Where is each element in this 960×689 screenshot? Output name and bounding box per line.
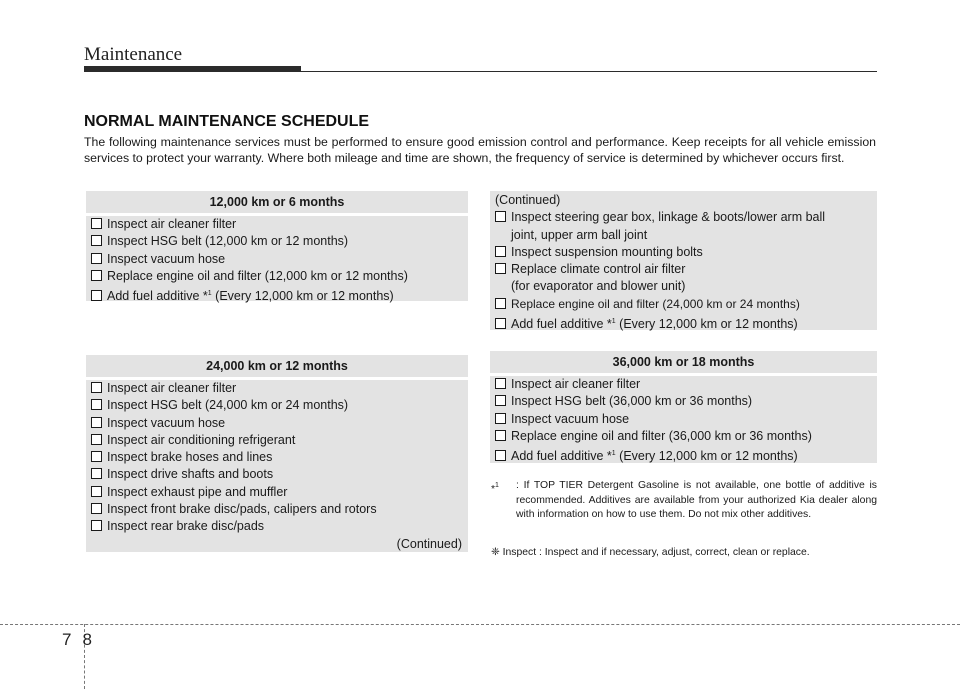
list-item-fuel-additive [91,285,462,305]
checkbox-icon [91,218,102,229]
section-title: NORMAL MAINTENANCE SCHEDULE [84,113,370,130]
item-text: (Every 12,000 km or 12 months) [619,317,798,332]
checkbox-icon [91,486,102,497]
checkbox-icon [495,450,506,461]
item-text: Inspect vacuum hose [107,415,226,430]
item-text: Inspect HSG belt (24,000 km or 24 months) [107,398,349,413]
schedule-box-36000km [490,351,877,463]
item-text: Inspect vacuum hose [511,411,630,426]
item-text: Add fuel additive * [511,449,612,464]
item-text: Add fuel additive * [107,289,208,304]
list-item [91,449,462,466]
header-rule [301,71,877,72]
header-bar [84,66,301,72]
footnote-ref: 1 [611,450,616,458]
box-items [490,191,877,337]
item-text: Replace engine oil and filter (36,000 km or 36 months) [511,428,812,443]
checkbox-icon [91,253,102,264]
item-text: Inspect air conditioning refrigerant [107,432,296,447]
list-item [91,251,462,268]
item-text: Inspect rear brake disc/pads [107,519,265,534]
item-text: Inspect vacuum hose [107,251,226,266]
item-text: Replace climate control air filter [511,262,686,277]
list-item-fuel-additive [495,445,871,465]
checkbox-icon [91,382,102,393]
list-item [495,376,871,393]
checkbox-icon [495,246,506,257]
inspect-definition-note: ❈ Inspect : Inspect and if necessary, adjust, correct, clean or replace. [491,547,810,558]
box-items [490,376,877,469]
list-item [495,393,871,410]
footnote-number: 1 [495,482,499,489]
footnote-ref: 1 [611,318,616,326]
item-text: Inspect HSG belt (12,000 km or 12 months) [107,234,349,249]
box-heading: 12,000 km or 6 months [209,195,345,209]
footnote-star: * [491,484,496,495]
item-text: Inspect brake hoses and lines [107,450,273,465]
checkbox-icon [91,503,102,514]
item-text: Add fuel additive * [511,317,612,332]
box-items [86,216,468,309]
item-text: Inspect exhaust pipe and muffler [107,484,288,499]
item-text: (Every 12,000 km or 12 months) [215,289,394,304]
checkbox-icon [495,298,506,309]
continued-label: (Continued) [495,193,561,207]
schedule-box-24000km-continued [490,191,877,330]
checkbox-icon [91,290,102,301]
box-items [86,380,468,557]
footer-rule [0,624,960,625]
checkbox-icon [495,263,506,274]
footnote-ref: 1 [207,290,212,298]
checkbox-icon [495,413,506,424]
continued-label: (Continued) [396,536,462,551]
list-item [91,216,462,233]
item-text: Replace engine oil and filter (12,000 km or 12 months) [107,268,408,283]
list-item [91,501,462,518]
list-item [495,244,871,261]
item-text: Inspect drive shafts and boots [107,467,274,482]
item-text: Inspect front brake disc/pads, calipers and rotors [107,502,377,517]
list-item [91,268,462,285]
list-item [91,484,462,501]
box-heading: 36,000 km or 18 months [612,355,755,369]
schedule-box-12000km [86,191,468,304]
checkbox-icon [91,434,102,445]
checkbox-icon [495,211,506,222]
checkbox-icon [91,399,102,410]
checkbox-icon [91,451,102,462]
item-text: Inspect HSG belt (36,000 km or 36 months) [511,394,753,409]
item-text: (Every 12,000 km or 12 months) [619,449,798,464]
list-item-continuation: (for evaporator and blower unit) [511,279,686,294]
checkbox-icon [495,318,506,329]
item-text: Inspect air cleaner filter [511,377,641,391]
box-heading: 24,000 km or 12 months [206,359,348,373]
checkbox-icon [91,235,102,246]
footnote-marker [491,479,499,498]
list-item-fuel-additive [495,313,871,333]
intro-paragraph: The following maintenance services must be performed to ensure good emission control and performance. Keep receipts for all vehicle emission services to protect your warranty. Where both mileage and time are shown, the frequency of service is determined by whichever occurs first. [84,135,876,165]
item-text: Inspect suspension mounting bolts [511,244,703,259]
checkbox-icon [91,520,102,531]
list-item-continuation: joint, upper arm ball joint [511,227,648,242]
list-item [91,415,462,432]
footnote [491,479,877,523]
list-item [91,397,462,414]
list-item [495,411,871,428]
checkbox-icon [91,270,102,281]
list-item [91,518,462,535]
list-item [91,233,462,250]
page-number: 78 [62,630,103,649]
checkbox-icon [495,395,506,406]
footnote-text: : If TOP TIER Detergent Gasoline is not available, one bottle of additive is recommended. Additives are available from your authorized Kia dealer along with information on how to use them. Do not mix other additives. [516,480,877,521]
list-item [91,432,462,449]
checkbox-icon [495,430,506,441]
checkbox-icon [91,417,102,428]
list-item [91,380,462,397]
checkbox-icon [495,378,506,389]
list-item [495,296,871,313]
list-item [91,466,462,483]
list-item [495,428,871,445]
item-text: Inspect air cleaner filter [107,217,237,231]
running-header-title: Maintenance [84,44,183,65]
schedule-box-24000km [86,355,468,552]
checkbox-icon [91,468,102,479]
item-text: Inspect air cleaner filter [107,381,237,395]
list-item [495,261,871,278]
item-text: Inspect steering gear box, linkage & boots/lower arm ball [511,210,826,225]
list-item [495,209,871,226]
item-text: Replace engine oil and filter (24,000 km or 24 months) [511,296,800,311]
